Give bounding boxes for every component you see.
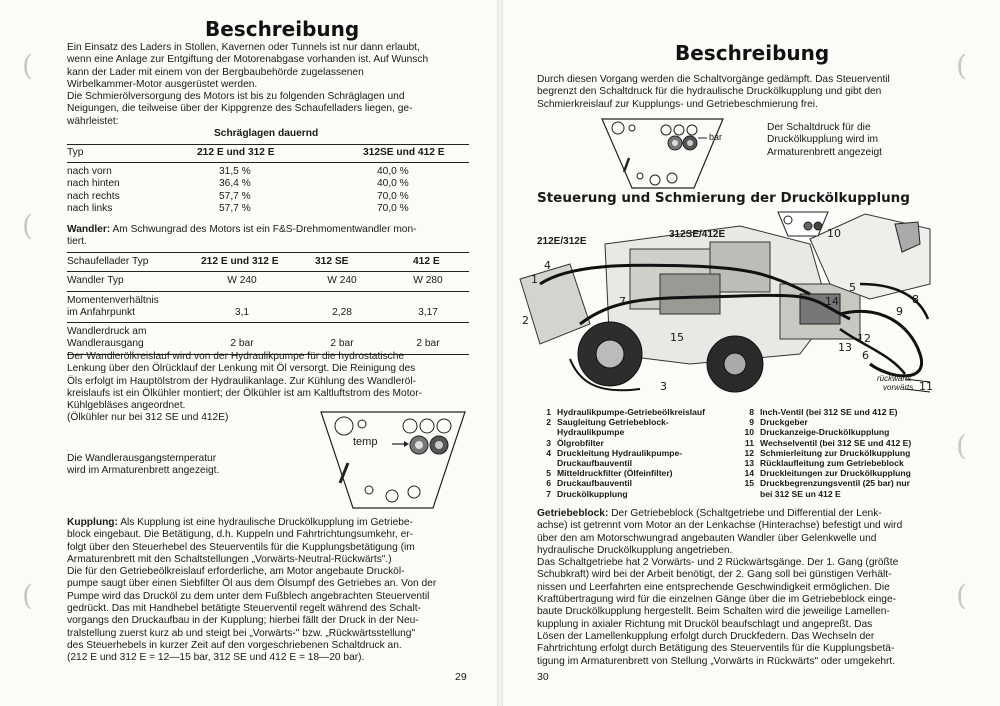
row-label [67, 272, 187, 291]
gauge-unit: bar [709, 132, 723, 142]
legend-text: Ölgrobfilter [557, 437, 604, 448]
text-line: block eingebaut. Die Betätigung, d.h. Kuppeln und Fahrtrichtungsumkehr, er- [67, 529, 414, 541]
kupplung-paragraph [67, 517, 469, 665]
legend-number: 10 [744, 427, 754, 438]
text-line: gedrückt. Das mit Handhebel betätigte Steuerventil regelt während des Schalt- [67, 603, 421, 615]
legend-number: 12 [744, 447, 754, 458]
text-line: Wandlerausgang [67, 338, 144, 350]
legend-right [740, 407, 940, 499]
text-line: vorgangs den Druckaufbau in der Kupplung; hierbei fällt der Druck in der Neu- [67, 615, 419, 627]
row-label [67, 291, 187, 323]
legend-item [740, 468, 940, 478]
table-cell: nach links [67, 202, 113, 214]
table-cell: 2 bar [330, 338, 354, 350]
callout-number: 7 [619, 295, 626, 308]
column-header: 312SE und 412 E [363, 147, 445, 159]
row-label [67, 323, 187, 355]
legend-item [740, 478, 940, 488]
text-line: (Ölkühler nur bei 312 SE und 412E) [67, 412, 229, 424]
text-line: Armaturenbrett mit den Schaltstellungen „Vorwärts-Neutral-Rückwärts".) [67, 553, 392, 565]
margin-mark: ( [956, 579, 967, 612]
legend-number: 2 [546, 417, 551, 428]
text-line: kreislaufs ist ein Ölkühler montiert; der Ölkühler ist am Kaltluftstrom des Motor- [67, 387, 422, 399]
table-row [67, 166, 469, 178]
direction-back: rückwärts [877, 374, 912, 383]
text-line: Schubkraft) wird bei der Arbeit benötigt, der 2. Gang soll bei günstigen Verhält- [537, 569, 892, 581]
text-line: im Anfahrpunkt [67, 306, 135, 318]
dashboard-pressure-figure [600, 116, 725, 192]
legend-item [537, 468, 737, 478]
text-line: Durch diesen Vorgang werden die Schaltvorgänge gedämpft. Das Steuerventil [537, 74, 890, 85]
text-line: tigung im Armaturenbrett von Stellung „Vorwärts in Rückwärts" oder umgekehrt. [537, 655, 896, 667]
text-line: baute Druckölkupplung hergestellt. Beim Schalten wird die jeweilige Lamellen- [537, 606, 890, 618]
text-line: Ein Einsatz des Laders in Stollen, Kavernen oder Tunnels ist nur dann erlaubt, [67, 42, 420, 53]
column-header: Schaufellader Typ [67, 256, 149, 267]
legend-text: bei 312 SE un 412 E [760, 488, 841, 499]
wandler-label: Wandler: [67, 224, 111, 235]
text-line: Kraftübertragung wird für die einzelnen Gänge über die im Getriebeblock einge- [537, 594, 897, 606]
table-row [67, 323, 469, 355]
dashboard-temp-figure [318, 408, 468, 512]
getriebeblock-label: Getriebeblock: [537, 508, 609, 519]
kupplung-label: Kupplung: [67, 517, 118, 528]
margin-mark: ( [22, 209, 33, 242]
intro-paragraph [67, 42, 469, 128]
table-row [67, 272, 469, 291]
callout-number: 2 [522, 314, 529, 327]
table-cell: 2,28 [332, 306, 352, 318]
right-page [500, 0, 1000, 706]
legend-text: Schmierleitung zur Druckölkupplung [760, 447, 911, 458]
table-cell: 40,0 % [377, 166, 409, 178]
table-cell: W 240 [227, 275, 257, 287]
legend-number [740, 489, 754, 499]
text-line: Der Wandlerölkreislauf wird von der Hydraulikpumpe für die hydrostatische [67, 351, 405, 362]
legend-text: Druckgeber [760, 417, 808, 428]
text-line: Wirbelkammer-Motor ausgerüstet werden. [67, 78, 258, 90]
text-line: tralstellung zuerst kurz ab und steigt bei „Vorwärts-" bzw. „Rückwärtsstellung" [67, 627, 416, 639]
section-title: Steuerung und Schmierung der Druckölkupplung [537, 190, 910, 206]
text-line: Wandler Typ [67, 275, 124, 287]
wandler-paragraph [67, 224, 469, 249]
legend-text: Druckleitungen zur Druckölkupplung [760, 468, 911, 479]
text-line: Die für den Getriebeölkreislauf erforderliche, am Motor angebaute Drucköl- [67, 566, 405, 578]
column-header: 212 E und 312 E [201, 256, 279, 267]
legend-text: Druckaufbauventil [557, 458, 632, 469]
text-line: Das Schaltgetriebe hat 2 Vorwärts- und 2 Rückwärtsgänge. Der 1. Gang (größte [537, 557, 899, 569]
legend-text: Inch-Ventil (bei 312 SE und 412 E) [760, 407, 898, 417]
legend-number: 6 [546, 478, 551, 489]
text-line: Armaturenbrett angezeigt [767, 146, 882, 158]
table-cell: 3,17 [418, 306, 438, 318]
callout-number: 12 [857, 332, 871, 345]
text-line: kann der Lader mit einem von der Bergbaubehörde zugelassenen [67, 66, 364, 78]
intro-paragraph [537, 74, 939, 111]
converter-table [67, 252, 469, 355]
column-header: 412 E [413, 256, 440, 267]
callout-number: 4 [544, 259, 551, 272]
text-line: tiert. [67, 236, 87, 248]
legend-item [740, 458, 940, 468]
table-cell: 57,7 % [219, 190, 251, 202]
diagram-label-right: 312SE/412E [669, 229, 726, 240]
legend-text: Hydraulikpumpe-Getriebeölkreislauf [557, 407, 706, 417]
text-line: Pumpe wird das Drucköl zu dem unter dem Fußblech angebrachten Steuerventil [67, 590, 430, 602]
text-line: Als Kupplung ist eine hydraulische Druckölkupplung im Getriebe- [120, 517, 413, 528]
table-cell: 36,4 % [219, 178, 251, 190]
temp-note [67, 453, 307, 478]
temp-gauge-label: temp [353, 436, 378, 448]
page-title: Beschreibung [205, 17, 360, 41]
callout-number: 14 [825, 295, 839, 308]
page-title: Beschreibung [675, 41, 830, 65]
legend-item [537, 478, 737, 488]
text-line: achse) ist getrennt vom Motor an der Lenkachse (Hinterachse) befestigt und wird [537, 520, 903, 532]
text-line: über den am Motorschwungrad angebauten Wandler über Gelenkwelle und [537, 532, 877, 544]
legend-number: 8 [749, 407, 754, 417]
text-line: Lenkung über den Ölrücklauf der Lenkung mit Öl versorgt. Die Reinigung des [67, 363, 416, 375]
text-line: pumpe saugt über einen Siebfilter Öl aus dem Ölsumpf des Getriebes an. Von der [67, 578, 437, 590]
legend-number: 15 [744, 478, 754, 489]
legend-number: 13 [744, 458, 754, 469]
text-line: Schmierkreislauf zur Kupplungs- und Getriebeschmierung frei. [537, 98, 818, 110]
text-line: kupplung in axialer Richtung mit Drucköl beaufschlagt und angepreßt. Das [537, 618, 873, 630]
table-row [67, 178, 469, 190]
gauge-note [767, 122, 937, 159]
callout-number: 10 [827, 227, 841, 240]
legend-item [740, 417, 940, 427]
legend-item [537, 438, 737, 448]
text-line: Am Schwungrad des Motors ist ein F&S-Drehmomentwandler mon- [112, 224, 417, 235]
text-line: des Steuerhebels in kurzer Zeit auf den vorgeschriebenen Schaltdruck an. [67, 639, 402, 651]
legend-text: Druckleitung Hydraulikpumpe- [557, 447, 683, 458]
legend-item [740, 448, 940, 458]
column-header: Typ [67, 147, 84, 159]
legend-item [537, 458, 737, 468]
margin-mark: ( [22, 49, 33, 82]
callout-number: 11 [919, 380, 933, 393]
text-line: begrenzt den Schaltdruck für die hydraulische Druckölkupplung und gibt den [537, 86, 882, 98]
table-cell: nach vorn [67, 166, 112, 178]
text-line: Lösen der Lamellenkupplung erfolgt durch Druckfedern. Das Wechseln der [537, 630, 875, 642]
text-line: Wandlerdruck am [67, 326, 147, 338]
legend-number: 5 [546, 468, 551, 479]
legend-number: 1 [546, 407, 551, 417]
table-cell: 2 bar [416, 338, 440, 350]
callout-number: 5 [849, 281, 856, 294]
legend-text: Rücklaufleitung zum Getriebeblock [760, 458, 904, 469]
legend-item [740, 407, 940, 417]
table-cell: W 240 [327, 275, 357, 287]
text-line: wird im Armaturenbrett angezeigt. [67, 465, 220, 477]
direction-forward: vorwärts [883, 383, 914, 392]
legend-left [537, 407, 737, 499]
table-cell: 40,0 % [377, 178, 409, 190]
text-line: Die Schmierölversorgung des Motors ist bis zu folgenden Schräglagen und [67, 91, 405, 103]
text-line: folgt über den Steuerhebel des Steuerventils für die Kupplungsbetätigung (im [67, 541, 415, 553]
text-line: (212 E und 312 E = 12—15 bar, 312 SE und 412 E = 18—20 bar). [67, 652, 365, 664]
text-line: Der Schaltdruck für die [767, 122, 871, 133]
callout-number: 6 [862, 349, 869, 362]
table-cell: 3,1 [234, 306, 250, 318]
legend-text: Druckbegrenzungsventil (25 bar) nur [760, 478, 910, 489]
legend-text: Druckaufbauventil [557, 478, 632, 489]
text-line: Kühlgebläses angeordnet. [67, 400, 186, 412]
table-cell: 2 bar [230, 338, 254, 350]
callout-number: 13 [838, 341, 852, 354]
legend-number [537, 427, 551, 437]
legend-number [537, 458, 551, 468]
table-cell: 31,5 % [219, 166, 251, 178]
callout-number: 8 [912, 293, 919, 306]
column-header: 212 E und 312 E [197, 147, 275, 159]
callout-number: 3 [660, 380, 667, 393]
legend-number: 14 [744, 468, 754, 479]
legend-text: Druckanzeige-Druckölkupplung [760, 427, 890, 438]
text-line: Neigungen, die teilweise über der Kippgrenze des Schaufelladers liegen, ge- [67, 103, 413, 115]
column-header: 312 SE [315, 256, 349, 267]
legend-number: 3 [546, 437, 551, 448]
legend-item [537, 489, 737, 499]
legend-number: 11 [744, 437, 754, 448]
text-line: währleistet: [67, 115, 119, 127]
table-cell: 57,7 % [219, 202, 251, 214]
table-cell: 70,0 % [377, 202, 409, 214]
text-line: Momentenverhältnis [67, 294, 159, 306]
page-number: 30 [537, 671, 549, 683]
page-number: 29 [455, 671, 467, 683]
table-cell: nach rechts [67, 190, 120, 202]
table-row [67, 203, 469, 215]
callout-number: 15 [670, 331, 684, 344]
slope-table [67, 128, 469, 215]
text-line: Fahrtrichtung erfolgt durch Betätigung des Steuerventils für die Kupplungsbetä- [537, 643, 895, 655]
callout-number: 1 [531, 273, 538, 286]
table-header-row [67, 253, 469, 272]
text-line: Die Wandlerausgangstemperatur [67, 453, 217, 464]
legend-text: Saugleitung Getriebeblock- [557, 417, 669, 428]
table-cell: W 280 [413, 275, 443, 287]
legend-item [537, 448, 737, 458]
legend-text: Hydraulikpumpe [557, 427, 625, 438]
legend-text: Wechselventil (bei 312 SE und 412 E) [760, 437, 912, 448]
table-row [67, 291, 469, 323]
legend-number: 4 [546, 447, 551, 458]
legend-item [537, 407, 737, 417]
diagram-label-left: 212E/312E [537, 236, 587, 247]
text-line: Der Getriebeblock (Schaltgetriebe und Differential der Lenk- [611, 508, 882, 519]
getriebeblock-paragraph [537, 508, 939, 668]
legend-item [740, 427, 940, 437]
table-cell: 70,0 % [377, 190, 409, 202]
margin-mark: ( [956, 429, 967, 462]
legend-item [537, 417, 737, 427]
margin-mark: ( [956, 49, 967, 82]
legend-number: 9 [749, 417, 754, 428]
slope-table-caption: Schräglagen dauernd [214, 128, 319, 139]
text-line: nissen und Leerfahrten eine entsprechende Geschwindigkeit ermöglichen. Die [537, 581, 890, 593]
legend-item [740, 489, 940, 499]
legend-text: Mitteldruckfilter (Ölfeinfilter) [557, 468, 673, 479]
legend-item [537, 427, 737, 437]
legend-text: Druckölkupplung [557, 488, 628, 499]
margin-mark: ( [22, 579, 33, 612]
legend-item [740, 438, 940, 448]
text-line: Öls erfolgt im Hauptölstrom der Hydraulikanlage. Zur Kühlung des Wandleröl- [67, 375, 416, 387]
legend-number: 7 [546, 488, 551, 499]
table-row [67, 191, 469, 203]
table-cell: nach hinten [67, 178, 120, 190]
text-line: hydraulische Druckölkupplung angetrieben. [537, 544, 733, 556]
callout-number: 9 [896, 305, 903, 318]
table-header-row [67, 145, 469, 162]
text-line: Druckölkupplung wird im [767, 134, 878, 146]
text-line: wenn eine Anlage zur Entgiftung der Motorenabgase vorhanden ist. Auf Wunsch [67, 54, 429, 66]
